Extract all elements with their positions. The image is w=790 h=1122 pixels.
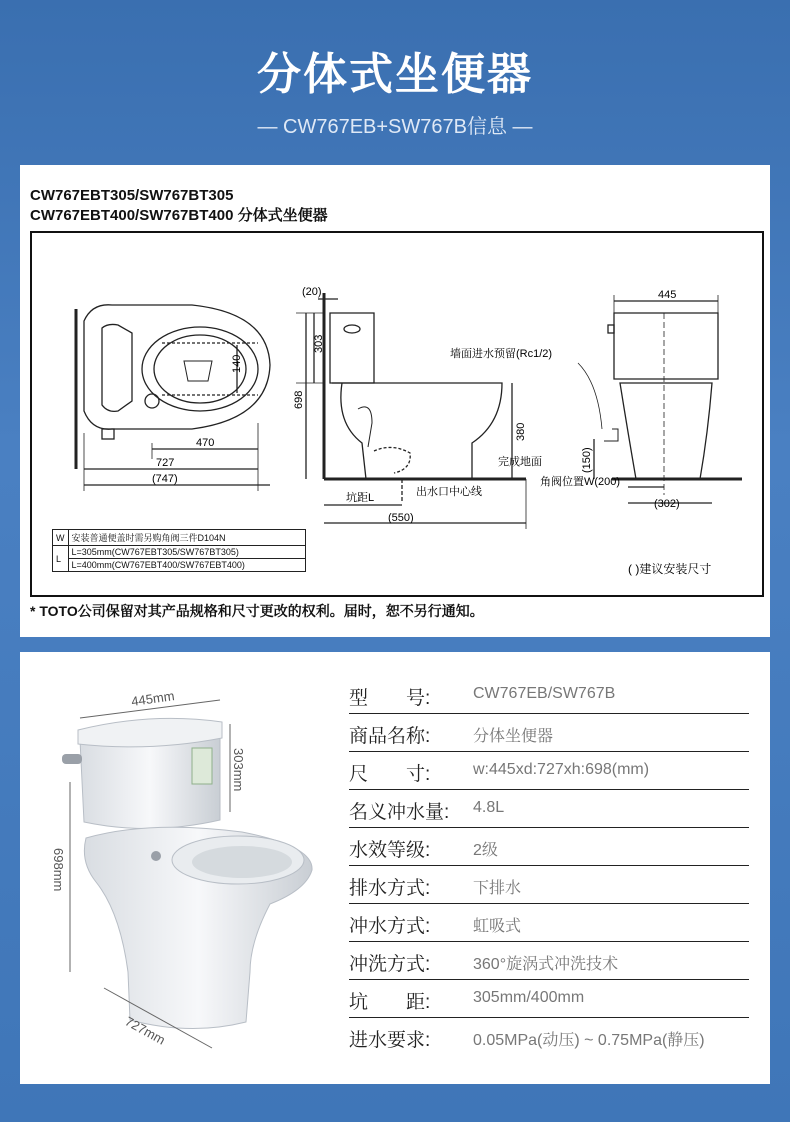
spec-label: 进水要求: [349, 1030, 431, 1051]
legend-l-305: L=305mm(CW767EBT305/SW767BT305) [68, 546, 305, 559]
spec-row [349, 828, 749, 866]
model-line-2: CW767EBT400/SW767BT400 分体式坐便器 [30, 207, 328, 224]
flush-lever-icon [62, 754, 82, 764]
spec-row [349, 752, 749, 790]
label-floor: 完成地面 [498, 456, 542, 468]
legend-w-text: 安装普通便盖时需另购角阀三件D104N [68, 530, 305, 546]
footnote: * TOTO公司保留对其产品规格和尺寸更改的权利。届时，恕不另行通知。 [30, 603, 484, 619]
product-panel [20, 652, 770, 1084]
spec-row [349, 942, 749, 980]
spec-row [349, 714, 749, 752]
legend-table [52, 529, 306, 572]
label-outlet: 出水口中心线 [416, 486, 482, 498]
model-line-1: CW767EBT305/SW767BT305 [30, 187, 234, 204]
dim-302: (302) [654, 498, 680, 510]
label-pit: 坑距L [346, 492, 375, 504]
dim-747: (747) [152, 473, 178, 485]
dim-150: (150) [581, 447, 593, 473]
photo-dim-height: 698mm [51, 848, 66, 892]
dim-727: 727 [156, 457, 175, 469]
spec-row [349, 676, 749, 714]
dim-200: 角阀位置W(200) [540, 476, 621, 488]
spec-row [349, 980, 749, 1018]
drawing-frame [30, 231, 764, 597]
dim-445: 445 [658, 289, 677, 301]
legend-w-key: W [53, 530, 69, 546]
spec-label: 水效等级: [349, 840, 431, 861]
spec-label: 冲洗方式: [349, 954, 431, 975]
page-title: 分体式坐便器 [257, 50, 533, 99]
dim-140: 140 [231, 354, 243, 373]
spec-label: 尺 寸: [349, 764, 431, 785]
spec-row [349, 1018, 749, 1055]
spec-value: 分体坐便器 [473, 728, 554, 745]
spec-label: 商品名称: [349, 726, 431, 747]
label-wall-inlet: 墙面进水预留(Rc1/2) [450, 348, 553, 360]
spec-label: 冲水方式: [349, 916, 431, 937]
photo-dim-depth: 727mm [122, 1013, 168, 1048]
label-suggest: ( )建议安装尺寸 [628, 562, 712, 576]
spec-label: 名义冲水量: [349, 802, 450, 823]
side-view [296, 293, 526, 529]
spec-value: 0.05MPa(动压) ~ 0.75MPa(静压) [473, 1032, 705, 1049]
spec-value: 下排水 [473, 880, 522, 897]
product-photo [20, 652, 320, 1084]
spec-label: 坑 距: [349, 992, 431, 1013]
label-sticker [192, 748, 212, 784]
spec-value: CW767EB/SW767B [473, 685, 616, 702]
dim-698: 698 [293, 390, 305, 409]
spec-value: 305mm/400mm [473, 989, 585, 1006]
dim-380: 380 [515, 422, 527, 441]
spec-value: 2级 [473, 842, 498, 859]
dim-550: (550) [388, 512, 414, 524]
front-view [578, 295, 742, 503]
spec-label: 排水方式: [349, 878, 431, 899]
legend-l-400: L=400mm(CW767EBT400/SW767EBT400) [68, 559, 305, 572]
dim-20: (20) [302, 286, 322, 298]
spec-label: 型 号: [349, 688, 431, 709]
legend-l-key: L [53, 546, 69, 572]
photo-dim-tank: 303mm [231, 748, 246, 792]
drawing-panel [20, 165, 770, 637]
spec-value: 虹吸式 [473, 918, 522, 935]
dim-470: 470 [196, 437, 215, 449]
spec-row [349, 866, 749, 904]
spec-value: 360°旋涡式冲洗技术 [473, 956, 619, 973]
spec-row [349, 790, 749, 828]
dim-303: 303 [313, 334, 325, 353]
spec-value: w:445xd:727xh:698(mm) [473, 761, 650, 778]
spec-row [349, 904, 749, 942]
page-subtitle: — CW767EB+SW767B信息 — [257, 116, 533, 138]
spec-value: 4.8L [473, 799, 505, 816]
photo-dim-width: 445mm [130, 688, 176, 709]
